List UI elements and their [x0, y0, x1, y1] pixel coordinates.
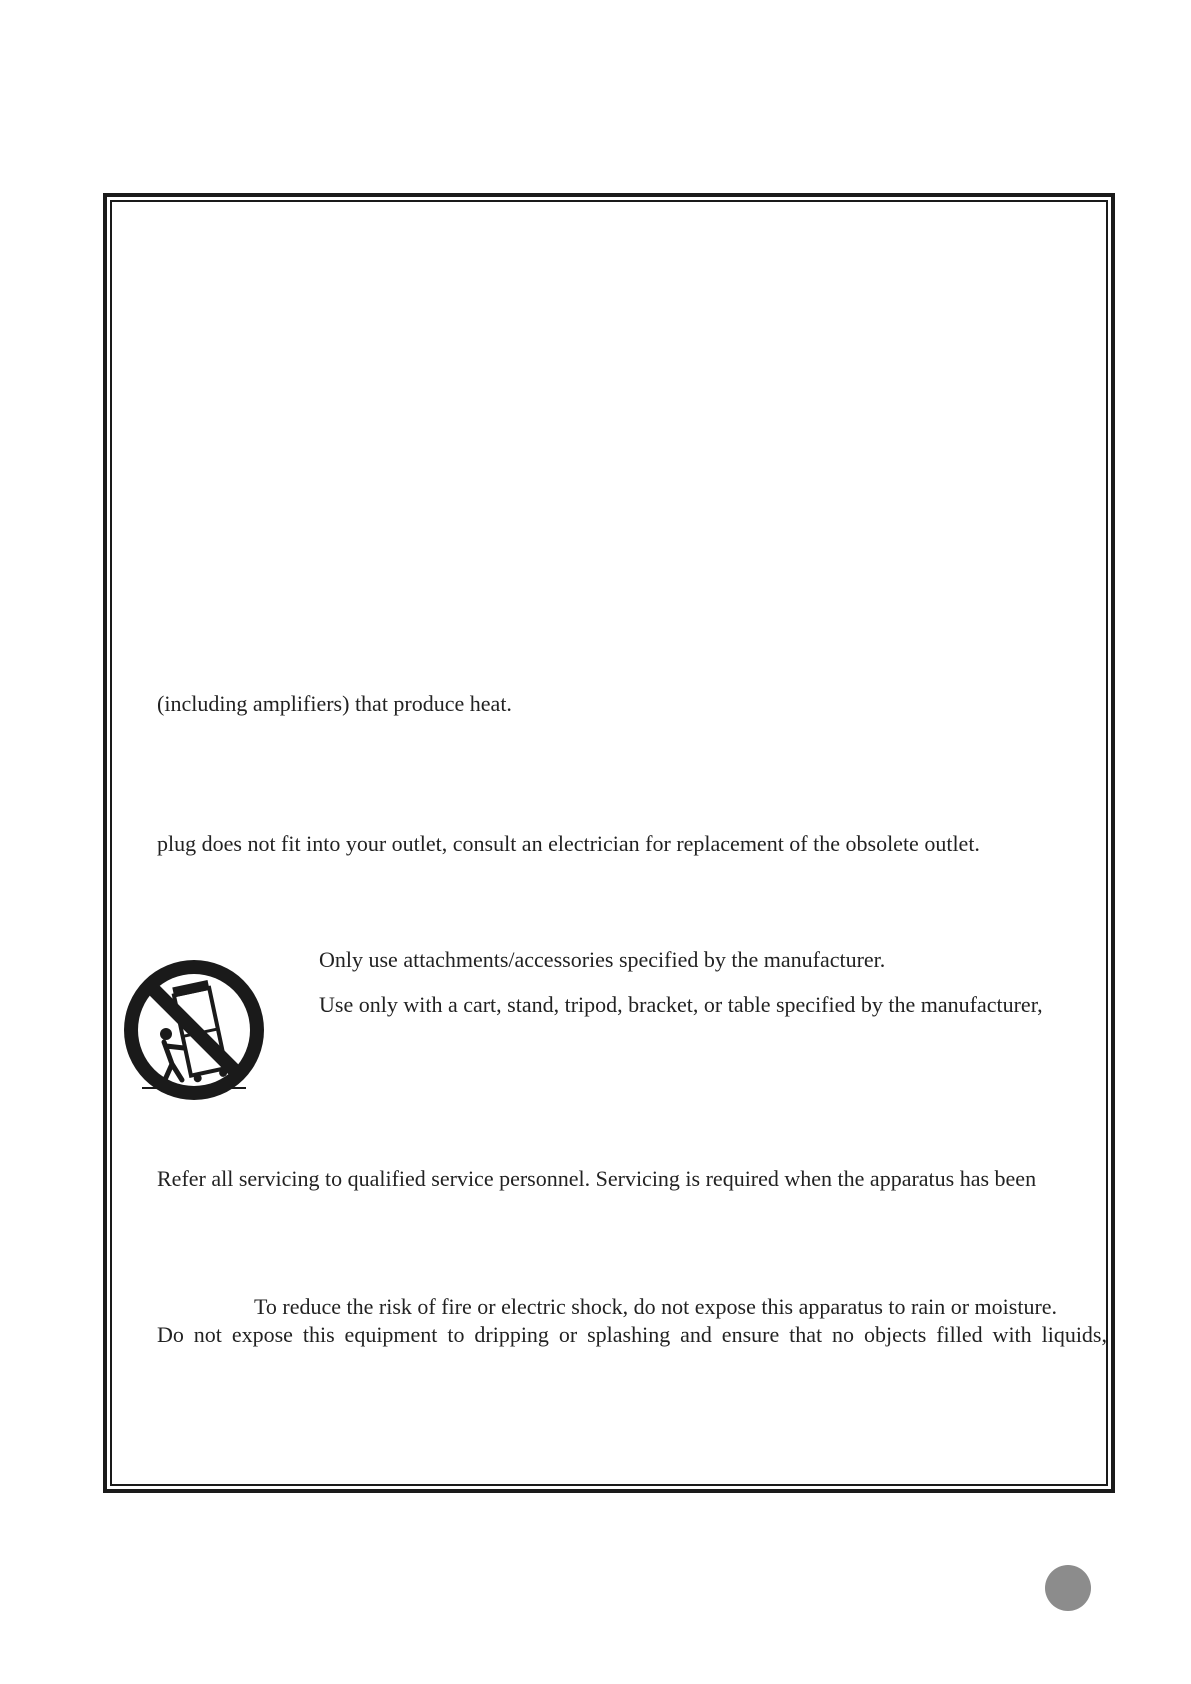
text-plug-outlet: plug does not fit into your outlet, consult an electrician for replacement of the obsolete outlet. [157, 831, 980, 856]
text-attachments: Only use attachments/accessories specified by the manufacturer. [319, 947, 886, 972]
page-number-marker [1045, 1565, 1091, 1611]
text-fire-shock-warning: To reduce the risk of fire or electric shock, do not expose this apparatus to rain or moisture. [254, 1294, 1058, 1319]
text-dripping-splashing: Do not expose this equipment to dripping or splashing and ensure that no objects filled with liquids, [157, 1322, 1107, 1347]
cart-warning-icon [114, 952, 274, 1112]
text-heat-sources: (including amplifiers) that produce heat. [157, 691, 512, 716]
text-cart-stand: Use only with a cart, stand, tripod, bracket, or table specified by the manufacturer, [319, 992, 1043, 1017]
text-servicing: Refer all servicing to qualified service personnel. Servicing is required when the apparatus has been [157, 1166, 1037, 1191]
